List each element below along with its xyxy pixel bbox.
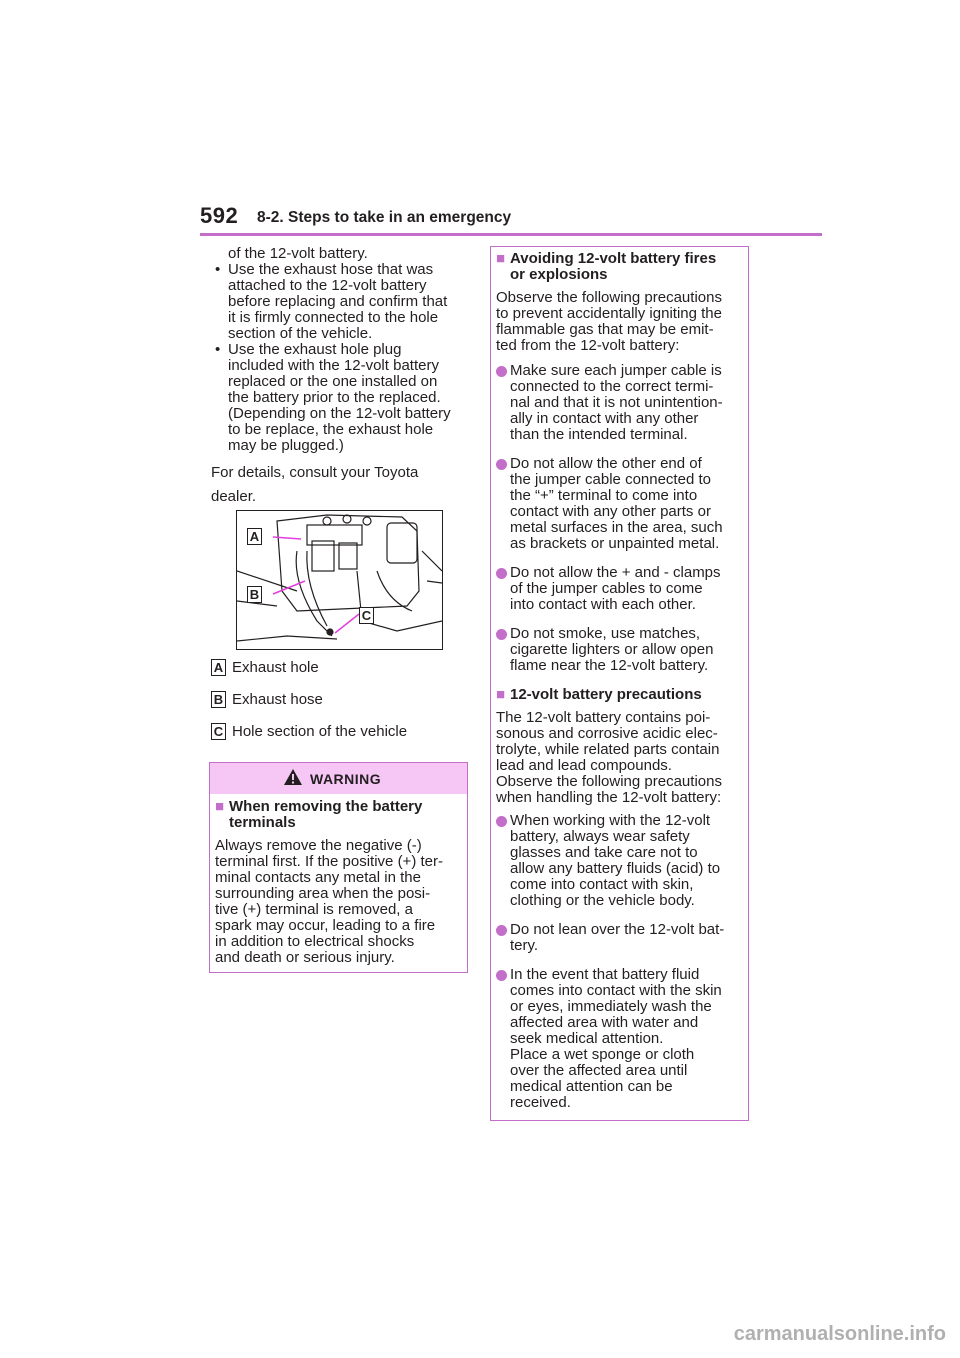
bullet-marker: •	[215, 341, 221, 358]
item-line: nal and that it is not unintention-	[510, 394, 723, 411]
warning-body	[215, 838, 465, 966]
circle-bullet-icon	[496, 925, 507, 936]
intro-line: Observe the following precautions	[496, 289, 722, 306]
battery-illustration	[237, 511, 442, 649]
bullet-line: included with the 12-volt battery	[228, 357, 439, 374]
heading-line: 12-volt battery precautions	[510, 686, 702, 703]
item-line: flame near the 12-volt battery.	[510, 657, 709, 674]
warning-body-line: and death or serious injury.	[215, 949, 395, 966]
item-line: Do not allow the other end of	[510, 455, 702, 472]
bullet-line: to be replace, the exhaust hole	[228, 421, 434, 438]
bullet-line: Use the exhaust hose that was	[228, 261, 434, 278]
details-paragraph	[211, 461, 466, 509]
list-item	[496, 565, 744, 613]
list-item	[496, 922, 744, 954]
intro-line: ted from the 12-volt battery:	[496, 337, 680, 354]
intro-line: to prevent accidentally igniting the	[496, 305, 722, 322]
item-line: affected area with water and	[510, 1014, 699, 1031]
bullet-line: may be plugged.)	[228, 437, 344, 454]
item-line: seek medical attention.	[510, 1030, 664, 1047]
exhaust-hose-line	[296, 551, 332, 636]
bullet-marker: •	[215, 261, 221, 278]
circle-bullet-icon	[496, 970, 507, 981]
item-line: the jumper cable connected to	[510, 471, 711, 488]
item-line: clothing or the vehicle body.	[510, 892, 695, 909]
square-bullet-icon: ■	[496, 250, 506, 267]
item-line: ally in contact with any other	[510, 410, 699, 427]
intro-line: flammable gas that may be emit-	[496, 321, 714, 338]
details-line: For details, consult your Toyota	[211, 464, 419, 481]
item-line: connected to the correct termi-	[510, 378, 714, 395]
bullet-line: section of the vehicle.	[228, 325, 373, 342]
circle-bullet-icon	[496, 568, 507, 579]
bullet-line: replaced or the one installed on	[228, 373, 438, 390]
section-heading-precautions	[496, 687, 746, 703]
heading-line: or explosions	[510, 266, 608, 283]
item-line: received.	[510, 1094, 571, 1111]
intro-line: trolyte, while related parts contain	[496, 741, 720, 758]
bullet-item	[211, 342, 466, 454]
heading-line: Avoiding 12-volt battery fires	[510, 250, 717, 267]
item-line: In the event that battery fluid	[510, 966, 700, 983]
warning-heading-line: terminals	[229, 814, 296, 831]
legend-item-b	[211, 691, 323, 708]
warning-body-line: surrounding area when the posi-	[215, 885, 431, 902]
list-item	[496, 363, 744, 443]
item-line: into contact with each other.	[510, 596, 696, 613]
intro-line: sonous and corrosive acidic elec-	[496, 725, 718, 742]
item-line: glasses and take care not to	[510, 844, 698, 861]
bullet-line: the battery prior to the replaced.	[228, 389, 441, 406]
item-line: Do not smoke, use matches,	[510, 625, 701, 642]
warning-body-line: minal contacts any metal in the	[215, 869, 421, 886]
section-heading-fires	[496, 251, 746, 283]
item-line: medical attention can be	[510, 1078, 673, 1095]
figure-label-a: A	[247, 528, 262, 545]
bullet-line: it is firmly connected to the hole	[228, 309, 439, 326]
battery-exhaust-figure	[236, 510, 443, 650]
list-item	[496, 967, 744, 1111]
item-line: of the jumper cables to come	[510, 580, 703, 597]
circle-bullet-icon	[496, 459, 507, 470]
warning-header	[210, 763, 467, 794]
precautions-content	[496, 251, 746, 354]
bullet-line: (Depending on the 12-volt battery	[228, 405, 451, 422]
legend-text: Exhaust hole	[232, 659, 319, 676]
legend-letter: A	[211, 659, 226, 676]
warning-body-line: tive (+) terminal is removed, a	[215, 901, 413, 918]
item-line: Place a wet sponge or cloth	[510, 1046, 695, 1063]
legend-text: Exhaust hose	[232, 691, 323, 708]
item-line: or eyes, immediately wash the	[510, 998, 712, 1015]
details-line: dealer.	[211, 488, 257, 505]
warning-body-line: terminal first. If the positive (+) ter-	[215, 853, 443, 870]
circle-bullet-icon	[496, 366, 507, 377]
item-line: as brackets or unpainted metal.	[510, 535, 720, 552]
page-number: 592	[200, 203, 239, 228]
warning-title: WARNING	[310, 771, 382, 787]
figure-label-b: B	[247, 586, 262, 603]
intro-line: The 12-volt battery contains poi-	[496, 709, 711, 726]
item-line: than the intended terminal.	[510, 426, 688, 443]
legend-letter: B	[211, 691, 226, 708]
section-intro	[496, 710, 746, 806]
continued-line: of the 12-volt battery.	[228, 245, 368, 262]
warning-body-line: spark may occur, leading to a fire	[215, 917, 436, 934]
header-rule	[200, 233, 822, 236]
item-line: metal surfaces in the area, such	[510, 519, 723, 536]
square-bullet-icon: ■	[496, 686, 506, 703]
circle-bullet-icon	[496, 816, 507, 827]
item-line: battery, always wear safety	[510, 828, 690, 845]
item-line: come into contact with skin,	[510, 876, 694, 893]
fuse-box	[387, 523, 417, 563]
pointer-line-a	[273, 537, 301, 539]
legend-text: Hole section of the vehicle	[232, 723, 408, 740]
figure-label-c: C	[359, 607, 374, 624]
list-item	[496, 626, 744, 674]
item-line: the “+” terminal to come into	[510, 487, 698, 504]
watermark: carmanualsonline.info	[733, 1323, 946, 1345]
warning-box	[209, 762, 468, 973]
warning-triangle-icon	[283, 768, 303, 786]
item-line: Do not allow the + and - clamps	[510, 564, 721, 581]
square-bullet-icon: ■	[215, 798, 225, 815]
warning-body-line: in addition to electrical shocks	[215, 933, 415, 950]
bullet-item	[211, 262, 466, 342]
precautions-box	[490, 246, 749, 1121]
list-item	[496, 813, 744, 909]
circle-bullet-icon	[496, 629, 507, 640]
warning-heading-line: When removing the battery	[229, 798, 423, 815]
bullet-line: Use the exhaust hole plug	[228, 341, 402, 358]
list-item	[496, 456, 744, 552]
intro-line: lead and lead compounds.	[496, 757, 672, 774]
bullet-line: before replacing and confirm that	[228, 293, 448, 310]
section-batteryprecautions	[496, 687, 746, 806]
section-title: 8-2. Steps to take in an emergency	[257, 209, 512, 226]
item-line: When working with the 12-volt	[510, 812, 711, 829]
intro-line: Observe the following precautions	[496, 773, 722, 790]
section-intro	[496, 290, 746, 354]
legend-item-a	[211, 659, 319, 676]
legend-letter: C	[211, 723, 226, 740]
legend-item-c	[211, 723, 407, 740]
item-line: tery.	[510, 937, 539, 954]
item-line: allow any battery fluids (acid) to	[510, 860, 721, 877]
item-line: comes into contact with the skin	[510, 982, 722, 999]
warning-content	[215, 799, 465, 966]
item-line: Do not lean over the 12-volt bat-	[510, 921, 725, 938]
item-line: cigarette lighters or allow open	[510, 641, 714, 658]
warning-body-line: Always remove the negative (-)	[215, 837, 422, 854]
item-line: over the affected area until	[510, 1062, 688, 1079]
intro-line: when handling the 12-volt battery:	[496, 789, 722, 806]
item-line: Make sure each jumper cable is	[510, 362, 722, 379]
bullet-line: attached to the 12-volt battery	[228, 277, 427, 294]
item-line: contact with any other parts or	[510, 503, 711, 520]
pointer-line-c	[335, 614, 359, 633]
warning-heading	[215, 799, 465, 831]
left-body-text	[211, 246, 466, 509]
